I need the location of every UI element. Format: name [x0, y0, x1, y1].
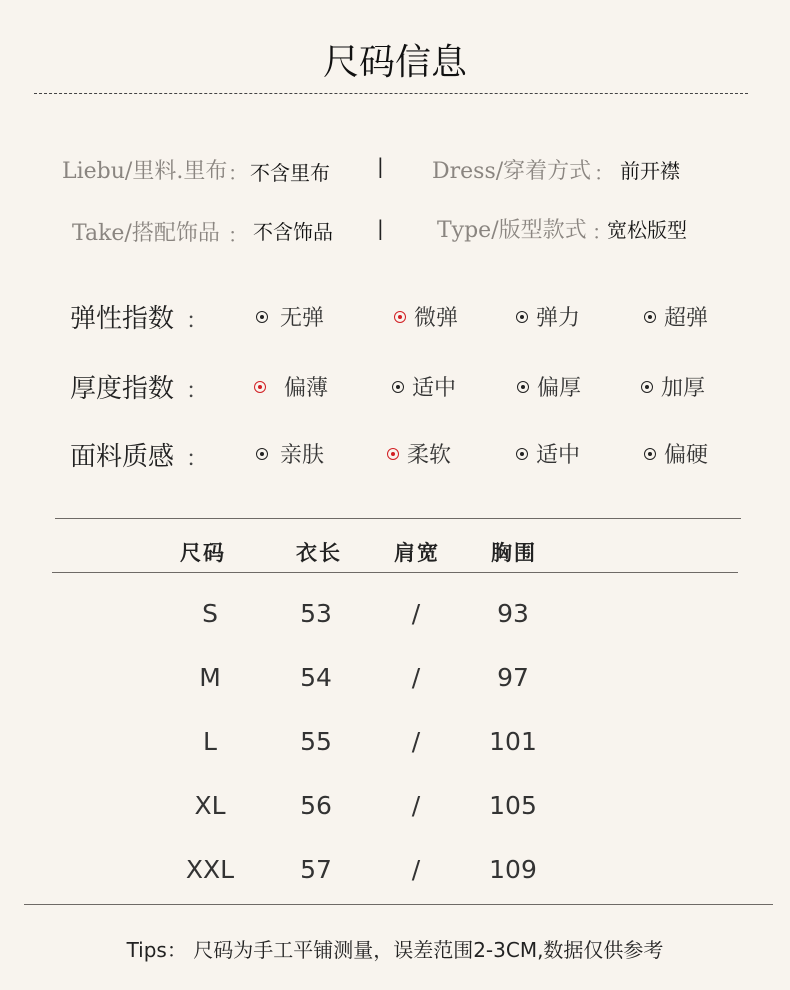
attr-separator: | [377, 216, 384, 240]
header-chest: 胸围 [491, 541, 537, 565]
cell-chest: 101 [489, 727, 537, 756]
radio-icon [256, 448, 268, 460]
thickness-option-thin[interactable]: 偏薄 [254, 371, 328, 402]
cell-size: L [203, 727, 217, 756]
cell-length: 56 [300, 791, 332, 820]
cell-length: 55 [300, 727, 332, 756]
thickness-label: 厚度指数 [70, 374, 175, 404]
cell-chest: 97 [497, 663, 529, 692]
radio-icon [644, 311, 656, 323]
attr-type-key: Type/版型款式 [437, 218, 587, 243]
thickness-option-medium[interactable]: 适中 [392, 371, 456, 402]
radio-selected-icon [387, 448, 399, 460]
attr-dress-colon: ： [594, 161, 614, 185]
texture-option-soft[interactable]: 柔软 [387, 438, 451, 469]
elasticity-option-slight[interactable]: 微弹 [394, 301, 458, 332]
texture-option-skin-friendly[interactable]: 亲肤 [256, 438, 324, 469]
radio-selected-icon [254, 381, 266, 393]
radio-icon [641, 381, 653, 393]
elasticity-label: 弹性指数 [70, 304, 175, 334]
radio-icon [516, 311, 528, 323]
attr-separator: | [377, 154, 384, 178]
table-bottom-rule [24, 904, 773, 905]
cell-chest: 93 [497, 599, 529, 628]
tips-note: Tips： 尺码为手工平铺测量，误差范围2-3CM,数据仅供参考 [126, 938, 664, 962]
attr-lining-key: Liebu/里料.里布 [62, 159, 228, 184]
table-top-rule [55, 518, 741, 519]
thickness-colon: ： [186, 379, 209, 404]
title-divider [34, 93, 748, 94]
attr-accessory-key: Take/搭配饰品 [72, 221, 220, 246]
attr-accessory-value: 不含饰品 [253, 220, 333, 244]
cell-length: 57 [300, 855, 332, 884]
cell-length: 54 [300, 663, 332, 692]
cell-shoulder: / [411, 791, 421, 820]
cell-shoulder: / [411, 727, 421, 756]
radio-selected-icon [394, 311, 406, 323]
thickness-option-thick[interactable]: 偏厚 [517, 371, 581, 402]
attr-type-value: 宽松版型 [607, 218, 687, 242]
page-title: 尺码信息 [322, 42, 467, 83]
attr-lining-colon: ： [228, 161, 248, 185]
texture-label: 面料质感 [70, 442, 175, 472]
header-length: 衣长 [296, 541, 342, 565]
cell-length: 53 [300, 599, 332, 628]
header-size: 尺码 [180, 541, 226, 565]
radio-icon [392, 381, 404, 393]
cell-shoulder: / [411, 663, 421, 692]
radio-icon [516, 448, 528, 460]
attr-lining-value: 不含里布 [250, 161, 330, 185]
attr-dress-key: Dress/穿着方式 [432, 159, 592, 184]
texture-option-stiff[interactable]: 偏硬 [644, 438, 708, 469]
attr-dress-value: 前开襟 [620, 159, 680, 183]
cell-shoulder: / [411, 855, 421, 884]
cell-chest: 105 [489, 791, 537, 820]
cell-size: XXL [185, 855, 235, 884]
cell-shoulder: / [411, 599, 421, 628]
cell-size: XL [194, 791, 226, 820]
radio-icon [256, 311, 268, 323]
attr-accessory-colon: ： [228, 223, 248, 247]
header-shoulder: 肩宽 [394, 541, 440, 565]
texture-option-medium[interactable]: 适中 [516, 438, 580, 469]
cell-size: M [199, 663, 221, 692]
elasticity-colon: ： [186, 309, 209, 334]
elasticity-option-none[interactable]: 无弹 [256, 301, 324, 332]
elasticity-option-super[interactable]: 超弹 [644, 301, 708, 332]
texture-colon: ： [186, 447, 209, 472]
cell-chest: 109 [489, 855, 537, 884]
radio-icon [644, 448, 656, 460]
table-header-rule [52, 572, 738, 573]
elasticity-option-elastic[interactable]: 弹力 [516, 301, 580, 332]
radio-icon [517, 381, 529, 393]
cell-size: S [202, 599, 218, 628]
attr-type-colon: ： [592, 220, 612, 244]
thickness-option-extra-thick[interactable]: 加厚 [641, 371, 705, 402]
